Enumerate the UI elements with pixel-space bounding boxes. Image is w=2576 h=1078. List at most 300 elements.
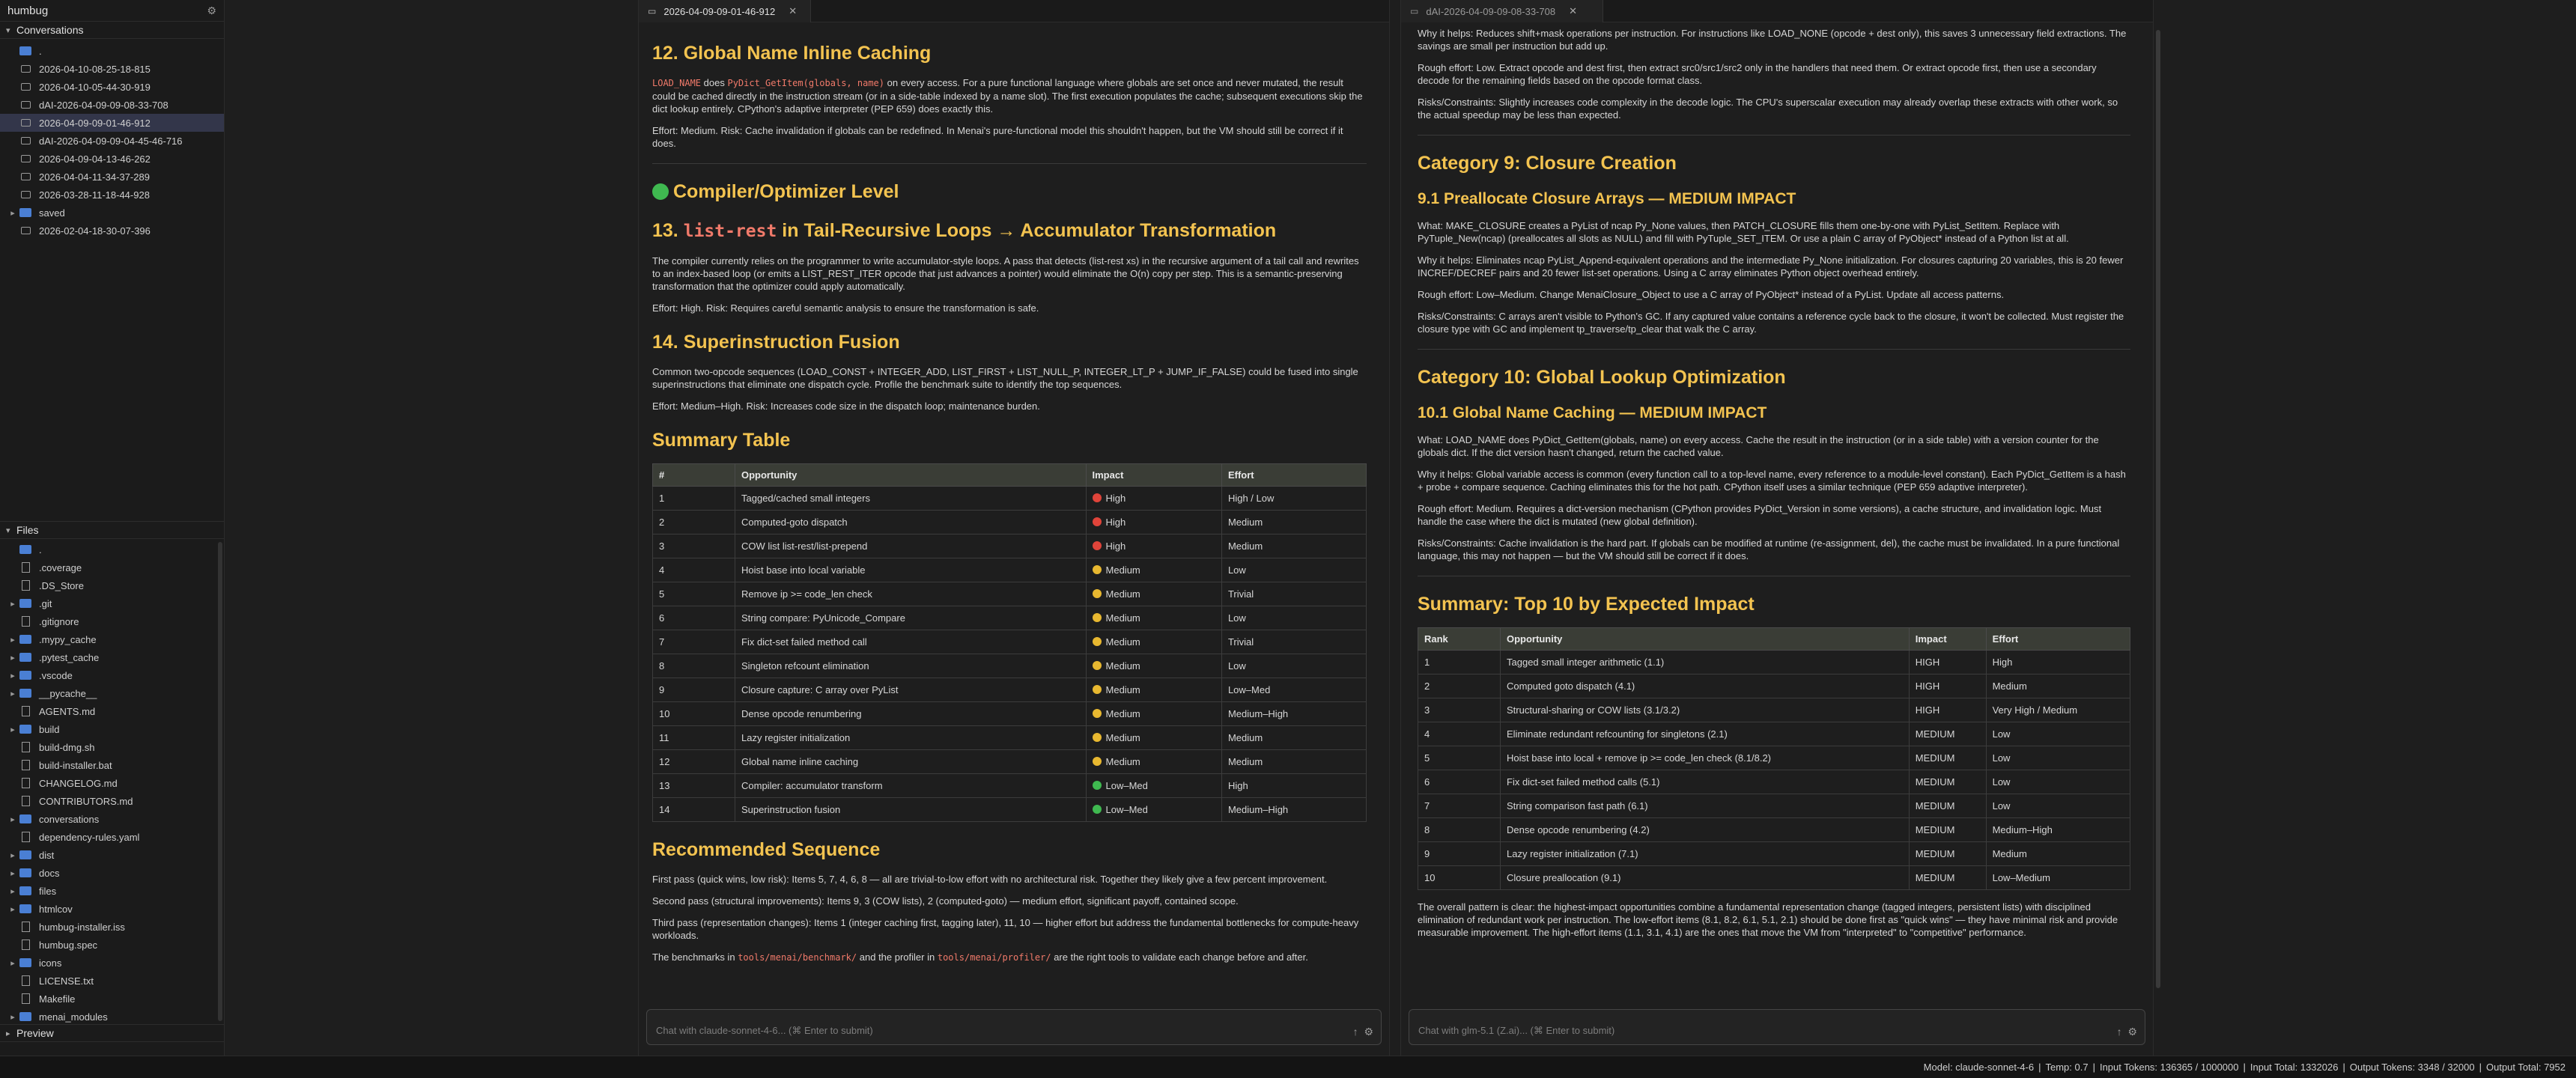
file-item[interactable]: [0, 612, 224, 630]
chat-icon: [21, 155, 31, 162]
table-cell: String comparison fast path (6.1): [1501, 794, 1910, 818]
table-cell-text: Hoist base into local variable: [741, 564, 866, 576]
gear-icon[interactable]: ⚙: [207, 4, 216, 16]
top10-table: [1418, 627, 2130, 890]
file-item-label: .: [39, 543, 42, 555]
chevron-down-icon: ▾: [6, 526, 10, 535]
table-cell: [735, 535, 1087, 558]
yellow-circle-icon: [1093, 589, 1102, 598]
chevron-down-icon: ▾: [6, 25, 10, 35]
heading-12: 12. Global Name Inline Caching: [652, 43, 932, 64]
conversation-item[interactable]: [0, 222, 224, 240]
chevron-right-icon[interactable]: ▸: [10, 958, 15, 968]
heading-summary-table: Summary Table: [652, 430, 791, 451]
table-cell: Low: [1986, 770, 2130, 794]
table-cell-text: Singleton refcount elimination: [741, 660, 869, 672]
chat-icon: [21, 191, 31, 198]
chevron-right-icon[interactable]: ▸: [10, 653, 15, 663]
table-cell: [1086, 535, 1221, 558]
divider: [652, 163, 1367, 164]
table-cell-text: Medium: [1105, 732, 1140, 743]
table-row: [653, 630, 1367, 654]
table-cell: [1221, 535, 1366, 558]
folder-icon: [19, 850, 31, 859]
table-cell: [1086, 726, 1221, 750]
text: 13.: [652, 220, 678, 241]
conversation-item-label: saved: [39, 207, 65, 219]
table-cell: [653, 535, 735, 558]
table-cell: 10: [1418, 866, 1501, 890]
para-91a: What: MAKE_CLOSURE creates a PyList of ncap Py_None values, then PATCH_CLOSURE fills them one-by-one with PyList_SetItem. Replace with PyTuple_New(ncap) (preallocates all slots as NULL) and fill with PyTuple_SET_ITEM. Or use a plain C array of PyObject* instead of a Python list at all.: [1418, 220, 2069, 244]
table-cell-text: 6: [659, 612, 665, 624]
table-cell: MEDIUM: [1909, 722, 1986, 746]
rec-second-pass: Second pass (structural improvements): Items 9, 3 (COW lists), 2 (computed-goto) — medium effort, significant payoff, contained scope.: [652, 895, 1239, 907]
files-section-header[interactable]: [0, 521, 224, 539]
folder-item[interactable]: [0, 630, 224, 648]
table-cell: Lazy register initialization (7.1): [1501, 842, 1910, 866]
file-item[interactable]: [0, 792, 224, 810]
chevron-right-icon[interactable]: ▸: [10, 671, 15, 680]
conversation-item[interactable]: [0, 114, 224, 132]
file-icon: [22, 832, 30, 842]
file-icon: [22, 742, 30, 752]
chevron-right-icon[interactable]: ▸: [10, 208, 15, 218]
tab-right-conversation[interactable]: [1401, 0, 1603, 22]
file-icon: [22, 922, 30, 932]
para-101d: Risks/Constraints: Cache invalidation is the hard part. If globals can be modified at runtime (re-assignment, del), the cache must be invalidated. In a pure functional language, this may not happen — but the VM should still be correct if it does.: [1418, 538, 2120, 561]
table-cell-text: COW list list-rest/list-prepend: [741, 540, 868, 552]
table-header-cell: Opportunity: [1501, 628, 1910, 651]
folder-icon: [19, 208, 31, 217]
table-row: [653, 678, 1367, 702]
file-item[interactable]: [0, 576, 224, 594]
table-cell: Dense opcode renumbering (4.2): [1501, 818, 1910, 842]
chevron-right-icon[interactable]: ▸: [10, 850, 15, 860]
conversation-item[interactable]: [0, 78, 224, 96]
table-cell: Low: [1986, 794, 2130, 818]
left-conversation-pane: [638, 0, 1390, 1056]
table-cell: MEDIUM: [1909, 818, 1986, 842]
table-cell: [1086, 750, 1221, 774]
table-row: [653, 774, 1367, 798]
folder-item[interactable]: [0, 594, 224, 612]
rec-benchmarks: [652, 951, 1367, 964]
file-item[interactable]: [0, 558, 224, 576]
para-91d: Risks/Constraints: C arrays aren't visible to Python's GC. If any captured value contains a reference cycle back to the closure, it won't be collected. Must register the closure type with GC and implement tp_traverse/tp_clear that walk the C array.: [1418, 311, 2124, 335]
tab-left-conversation[interactable]: [639, 0, 811, 22]
table-cell-text: Low–Med: [1227, 684, 1271, 695]
table-cell-text: High: [1105, 517, 1126, 528]
para-91b: Why it helps: Eliminates ncap PyList_Append-equivalent operations and the intermediate Py_None initialization. For closures capturing 20 variables, this is 20 fewer INCREF/DECREF pairs and 20 fewer list-set operations. Using a C array eliminates Python object overhead entirely.: [1418, 255, 2124, 278]
folder-item[interactable]: [0, 1008, 224, 1024]
table-row: [1418, 674, 2130, 698]
table-cell: [653, 487, 735, 511]
para-101c: Rough effort: Medium. Requires a dict-version mechanism (CPython provides PyDict_Version in some versions), a cache structure, and invalidation logic. Must handle the case where the dict is mutated (new global definition).: [1418, 503, 2102, 527]
folder-item[interactable]: [0, 810, 224, 828]
chat-icon: [21, 227, 31, 234]
table-header-cell: #: [653, 464, 735, 487]
conversation-item[interactable]: [0, 42, 224, 60]
table-cell: [1221, 702, 1366, 726]
file-icon: [22, 940, 30, 950]
table-header-cell: Effort: [1221, 464, 1366, 487]
table-cell: [1221, 511, 1366, 535]
table-row: [653, 702, 1367, 726]
table-cell: [735, 558, 1087, 582]
table-cell: [1086, 606, 1221, 630]
para-12b: Effort: Medium. Risk: Cache invalidation if globals can be redefined. In Menai's pure-functional model this shouldn't happen, but the VM should still be correct if it does.: [652, 125, 1343, 149]
conversation-item[interactable]: [0, 60, 224, 78]
table-cell: 4: [1418, 722, 1501, 746]
chevron-right-icon[interactable]: ▸: [10, 904, 15, 914]
para-101a: What: LOAD_NAME does PyDict_GetItem(globals, name) on every access. Cache the result in the instruction (or in a side table) with a version counter for the globals dict. If the dict version hasn't changed, return the cached value.: [1418, 434, 2099, 458]
table-cell: [1086, 582, 1221, 606]
file-item-label: build: [39, 723, 60, 735]
text: and the profiler in: [859, 951, 935, 963]
table-cell: [1221, 582, 1366, 606]
table-cell: [1086, 798, 1221, 822]
table-row: [653, 535, 1367, 558]
table-row: [1418, 746, 2130, 770]
folder-item[interactable]: [0, 684, 224, 702]
app-title: humbug: [7, 4, 49, 17]
table-cell-text: Low–Med: [1105, 780, 1148, 791]
table-cell: [1086, 630, 1221, 654]
folder-icon: [19, 545, 31, 554]
status-input-total: Input Total: 1332026: [2250, 1062, 2339, 1073]
table-cell-text: Medium: [1105, 756, 1140, 767]
table-cell: [653, 678, 735, 702]
table-cell-text: 5: [659, 588, 665, 600]
table-cell: [1221, 630, 1366, 654]
table-cell: 3: [1418, 698, 1501, 722]
table-header-row: [1418, 628, 2130, 651]
table-cell: 2: [1418, 674, 1501, 698]
files-tree: [0, 539, 224, 1024]
table-row: [1418, 698, 2130, 722]
file-item-label: humbug-installer.iss: [39, 921, 125, 933]
folder-item[interactable]: [0, 540, 224, 558]
table-cell: Low–Medium: [1986, 866, 2130, 890]
table-cell: High: [1986, 651, 2130, 674]
conversation-item[interactable]: [0, 132, 224, 150]
yellow-circle-icon: [1093, 565, 1102, 574]
text: in Tail-Recursive Loops → Accumulator Transformation: [782, 220, 1277, 241]
table-cell-text: Medium: [1105, 588, 1140, 600]
sep: |: [2243, 1062, 2246, 1073]
file-item[interactable]: [0, 828, 224, 846]
para-91c: Rough effort: Low–Medium. Change MenaiClosure_Object to use a C array of PyObject* instead of a PyList. Update all access patterns.: [1418, 289, 2005, 300]
submit-controls: [1353, 1026, 1373, 1038]
gear-icon[interactable]: ⚙: [1364, 1026, 1373, 1038]
table-cell: [1221, 654, 1366, 678]
file-item[interactable]: [0, 990, 224, 1008]
file-item[interactable]: [0, 738, 224, 756]
table-cell-text: Dense opcode renumbering: [741, 708, 862, 719]
chevron-right-icon: ▸: [6, 1029, 10, 1038]
table-cell: [735, 774, 1087, 798]
table-cell: [735, 726, 1087, 750]
table-cell: [1086, 654, 1221, 678]
file-item[interactable]: [0, 702, 224, 720]
table-cell-text: Fix dict-set failed method call: [741, 636, 867, 648]
table-cell: 8: [1418, 818, 1501, 842]
file-item[interactable]: [0, 918, 224, 936]
chat-icon: ▭: [1410, 6, 1419, 16]
tab-right-label: dAI-2026-04-09-09-08-33-708: [1426, 5, 1556, 17]
file-item-label: htmlcov: [39, 903, 73, 915]
table-cell: [735, 511, 1087, 535]
heading-10-1: 10.1 Global Name Caching — MEDIUM IMPACT: [1418, 404, 1767, 421]
table-cell-text: Medium: [1105, 708, 1140, 719]
para-14a: Common two-opcode sequences (LOAD_CONST + INTEGER_ADD, LIST_FIRST + LIST_NULL_P, INTEGER_LT_P + JUMP_IF_FALSE) could be fused into single superinstructions that eliminate one dispatch cycle. Profile the benchmark suite to identify the top sequences.: [652, 366, 1358, 390]
table-cell: MEDIUM: [1909, 842, 1986, 866]
gear-icon[interactable]: ⚙: [2127, 1026, 2137, 1038]
text: does: [703, 77, 725, 88]
folder-item[interactable]: [0, 882, 224, 900]
heading-top10: Summary: Top 10 by Expected Impact: [1418, 594, 1755, 615]
chat-icon: [21, 173, 31, 180]
table-cell-text: Low: [1227, 564, 1246, 576]
files-scrollbar[interactable]: [218, 542, 222, 1021]
code-load-name: LOAD_NAME: [652, 78, 702, 88]
table-cell: MEDIUM: [1909, 770, 1986, 794]
code-pydict-getitem: PyDict_GetItem(globals, name): [727, 78, 884, 88]
folder-item[interactable]: [0, 864, 224, 882]
table-header-cell: Impact: [1909, 628, 1986, 651]
file-icon: [22, 706, 30, 716]
table-cell-text: 1: [659, 493, 665, 504]
table-cell: [735, 702, 1087, 726]
conversations-section-label: Conversations: [16, 24, 84, 36]
table-cell-text: 3: [659, 540, 665, 552]
folder-icon: [19, 814, 31, 823]
chat-icon: [21, 119, 31, 127]
file-item[interactable]: [0, 774, 224, 792]
chevron-right-icon[interactable]: ▸: [10, 635, 15, 645]
folder-item[interactable]: [0, 954, 224, 972]
table-header-cell: Impact: [1086, 464, 1221, 487]
rec-first-pass: First pass (quick wins, low risk): Items 5, 7, 4, 6, 8 — all are trivial-to-low effort with no architectural risk. Together they likely give a few percent improvement.: [652, 874, 1328, 885]
table-cell-text: 14: [659, 804, 670, 815]
file-item-label: LICENSE.txt: [39, 975, 94, 987]
preview-section-label: Preview: [16, 1027, 54, 1039]
text: on every access. For a pure functional language where globals are set once and never mutated, the result could be cached directly in the instruction stream (or in a side-table indexed by a name slot). The first execution populates the cache; subsequent executions skip the dict lookup entirely. CPython's adaptive interpreter (PEP 659) does exactly this.: [652, 77, 1363, 115]
folder-icon: [19, 904, 31, 913]
table-cell: HIGH: [1909, 651, 1986, 674]
table-cell: Tagged small integer arithmetic (1.1): [1501, 651, 1910, 674]
table-cell: [1221, 726, 1366, 750]
table-header-cell: Opportunity: [735, 464, 1087, 487]
para-r1: Why it helps: Reduces shift+mask operations per instruction. For instructions like LOAD_NONE (opcode + dest only), this saves 3 unnecessary field extractions. The savings are small per instruction but add up.: [1418, 28, 2127, 52]
table-cell: [735, 654, 1087, 678]
right-conversation-pane: [1400, 0, 2154, 1056]
table-cell: Medium: [1986, 842, 2130, 866]
conversation-item-label: 2026-04-04-11-34-37-289: [39, 171, 150, 183]
file-item-label: .mypy_cache: [39, 633, 97, 645]
table-cell: [653, 606, 735, 630]
folder-icon: [19, 868, 31, 877]
folder-icon: [19, 1012, 31, 1021]
table-row: [653, 798, 1367, 822]
folder-icon: [19, 725, 31, 734]
conversation-item-label: 2026-04-10-08-25-18-815: [39, 63, 151, 75]
file-item-label: dependency-rules.yaml: [39, 831, 140, 843]
table-cell: [735, 487, 1087, 511]
conversation-item-label: .: [39, 45, 42, 57]
table-cell: [653, 582, 735, 606]
table-cell-text: Medium: [1227, 517, 1263, 528]
table-cell-text: Compiler: accumulator transform: [741, 780, 883, 791]
red-circle-icon: [1093, 517, 1102, 526]
folder-item[interactable]: [0, 648, 224, 666]
file-icon: [22, 975, 30, 986]
status-output-tokens: Output Tokens: 3348 / 32000: [2349, 1062, 2475, 1073]
conversation-item-label: 2026-02-04-18-30-07-396: [39, 225, 151, 237]
table-cell: [1221, 774, 1366, 798]
file-item-label: .DS_Store: [39, 579, 84, 591]
heading-9-1: 9.1 Preallocate Closure Arrays — MEDIUM IMPACT: [1418, 190, 1796, 207]
file-item-label: CHANGELOG.md: [39, 777, 118, 789]
table-cell: Fix dict-set failed method calls (5.1): [1501, 770, 1910, 794]
file-item-label: dist: [39, 849, 55, 861]
chevron-right-icon[interactable]: ▸: [10, 886, 15, 896]
table-cell: [1086, 678, 1221, 702]
chevron-right-icon[interactable]: ▸: [10, 814, 15, 824]
arrow-up-icon[interactable]: ↑: [2116, 1026, 2122, 1038]
chevron-right-icon[interactable]: ▸: [10, 725, 15, 734]
chevron-right-icon[interactable]: ▸: [10, 689, 15, 698]
file-icon: [22, 562, 30, 573]
table-cell: HIGH: [1909, 698, 1986, 722]
rec-third-pass: Third pass (representation changes): Items 1 (integer caching first, tagging later), 11, 10 — higher effort but address the fundamental bottlenecks for compute-heavy workloads.: [652, 917, 1359, 941]
table-cell: [1221, 487, 1366, 511]
file-item-label: build-dmg.sh: [39, 741, 95, 753]
file-item[interactable]: [0, 936, 224, 954]
table-cell: [653, 726, 735, 750]
conversation-item[interactable]: [0, 96, 224, 114]
file-icon: [22, 616, 30, 627]
table-cell-text: High: [1227, 780, 1248, 791]
sep: |: [2479, 1062, 2482, 1073]
para-13a: The compiler currently relies on the programmer to write accumulator-style loops. A pass that detects (list-rest xs) in the recursive argument of a tail call and rewrites to an index-based loop (or emits a LIST_REST_ITER opcode that just advances a pointer) would eliminate the O(n) copy per step. This is a semantic-preserving transformation that the optimizer could apply automatically.: [652, 255, 1359, 292]
table-header-cell: Rank: [1418, 628, 1501, 651]
conversation-item[interactable]: [0, 168, 224, 186]
sidebar: [0, 0, 225, 1056]
table-cell: MEDIUM: [1909, 794, 1986, 818]
conversation-item-label: 2026-04-09-09-01-46-912: [39, 117, 151, 129]
red-circle-icon: [1093, 493, 1102, 502]
chevron-right-icon[interactable]: ▸: [10, 868, 15, 878]
file-item-label: menai_modules: [39, 1011, 108, 1023]
table-cell: Very High / Medium: [1986, 698, 2130, 722]
conversation-folder-saved[interactable]: [0, 204, 224, 222]
close-icon[interactable]: ✕: [789, 5, 798, 16]
left-chat-input[interactable]: [646, 1009, 1382, 1045]
folder-icon: [19, 46, 31, 55]
file-item-label: humbug.spec: [39, 939, 98, 951]
table-row: [653, 511, 1367, 535]
conversations-section-header[interactable]: [0, 21, 224, 39]
table-cell: Medium–High: [1986, 818, 2130, 842]
folder-item[interactable]: [0, 720, 224, 738]
status-bar: [0, 1056, 2576, 1078]
file-icon: [22, 580, 30, 591]
table-cell-text: String compare: PyUnicode_Compare: [741, 612, 905, 624]
chevron-right-icon[interactable]: ▸: [10, 599, 15, 609]
right-chat-input[interactable]: [1409, 1009, 2145, 1045]
table-cell-text: Remove ip >= code_len check: [741, 588, 872, 600]
code-benchmark-path: tools/menai/benchmark/: [738, 952, 857, 963]
table-row: [653, 654, 1367, 678]
chevron-right-icon[interactable]: ▸: [10, 1012, 15, 1022]
arrow-up-icon[interactable]: ↑: [1352, 1026, 1358, 1038]
yellow-circle-icon: [1093, 685, 1102, 694]
table-cell-text: 4: [659, 564, 665, 576]
heading-compiler-level: [652, 180, 1367, 203]
conversation-item[interactable]: [0, 186, 224, 204]
heading-cat9: Category 9: Closure Creation: [1418, 153, 1677, 174]
para-final: The overall pattern is clear: the highest-impact opportunities combine a fundamental representation change (tagged integers, persistent lists) with disciplined elimination of redundant work per instruction. The low-effort items (8.1, 8.2, 6.1, 5.1, 2.1) should be done first as "quick wins" — they have minimal risk and provide measurable improvement. The high-effort items (1.1, 3.1, 4.1) are the ones that move the VM from "interpreted" to "competitive" performance.: [1418, 901, 2118, 938]
chat-icon: [21, 137, 31, 144]
table-row: [653, 726, 1367, 750]
close-icon[interactable]: ✕: [1569, 5, 1577, 16]
green-circle-icon: [1093, 781, 1102, 790]
table-cell: Medium: [1986, 674, 2130, 698]
table-cell-text: Medium: [1105, 612, 1140, 624]
table-cell-text: Closure capture: C array over PyList: [741, 684, 899, 695]
table-cell: [1221, 750, 1366, 774]
tab-left-label: 2026-04-09-09-01-46-912: [663, 5, 776, 17]
sidebar-header: [0, 0, 224, 21]
folder-item[interactable]: [0, 846, 224, 864]
table-row: [653, 582, 1367, 606]
table-cell-text: Medium–High: [1227, 804, 1289, 815]
right-pane-scrollbar[interactable]: [2156, 30, 2160, 988]
para-r2: Rough effort: Low. Extract opcode and dest first, then extract src0/src1/src2 only in the handlers that need them. Or extract opcode first, then use a secondary decode for the remaining fields based on the opcode format class.: [1418, 62, 2097, 86]
table-cell-text: 12: [659, 756, 670, 767]
table-cell-text: 7: [659, 636, 665, 648]
table-row: [1418, 866, 2130, 890]
sep: |: [2342, 1062, 2345, 1073]
table-cell: Low: [1986, 746, 2130, 770]
table-cell: 9: [1418, 842, 1501, 866]
divider: [1418, 349, 2130, 350]
file-item[interactable]: [0, 972, 224, 990]
table-cell-text: Tagged/cached small integers: [741, 493, 870, 504]
table-cell-text: Low: [1227, 612, 1246, 624]
folder-item[interactable]: [0, 666, 224, 684]
file-icon: [22, 760, 30, 770]
table-cell: [1086, 774, 1221, 798]
right-chat-placeholder: Chat with glm-5.1 (Z.ai)... (⌘ Enter to submit): [1418, 1025, 1615, 1036]
file-item[interactable]: [0, 756, 224, 774]
table-cell-text: Medium: [1105, 636, 1140, 648]
table-row: [1418, 722, 2130, 746]
table-cell: [653, 654, 735, 678]
file-item-label: .git: [39, 597, 52, 609]
table-row: [1418, 842, 2130, 866]
table-cell-text: Computed-goto dispatch: [741, 517, 848, 528]
table-cell: HIGH: [1909, 674, 1986, 698]
table-cell-text: Trivial: [1227, 588, 1254, 600]
folder-item[interactable]: [0, 900, 224, 918]
preview-section-header[interactable]: [0, 1024, 224, 1042]
table-cell-text: 9: [659, 684, 665, 695]
file-icon: [22, 796, 30, 806]
conversation-item[interactable]: [0, 150, 224, 168]
table-cell: [653, 511, 735, 535]
